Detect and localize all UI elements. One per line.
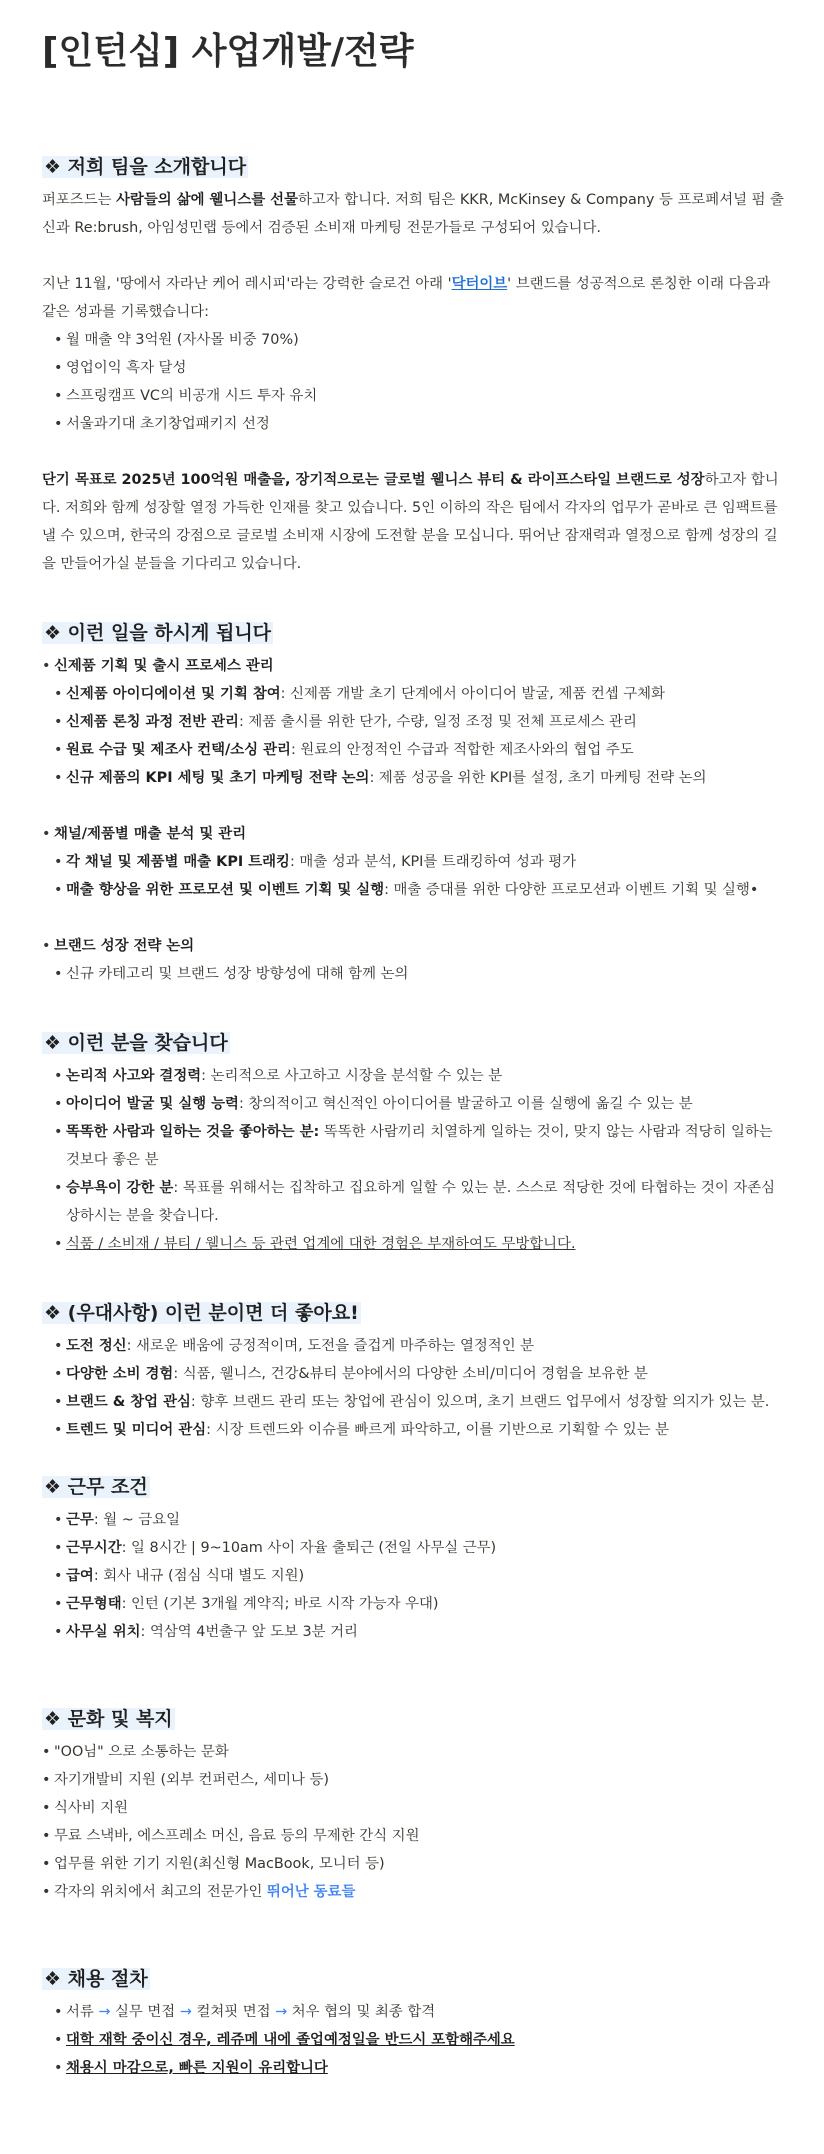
list-item: • 자기개발비 지원 (외부 컨퍼런스, 세미나 등) (42, 1766, 784, 1794)
list-item: • 원료 수급 및 제조사 컨택/소싱 관리: 원료의 안정적인 수급과 적합한 제조사와의 협업 주도 (42, 736, 784, 764)
list-item: • 월 매출 약 3억원 (자사몰 비중 70%) (42, 326, 784, 354)
intro-paragraph-3: 단기 목표로 2025년 100억원 매출을, 장기적으로는 글로벌 웰니스 뷰티 & 라이프스타일 브랜드로 성장하고자 합니다. 저희와 함께 성장할 열정 가득한 인재를 찾고 있습니다. 5인 이하의 작은 팀에서 각자의 업무가 곧바로 큰 임팩트를 낼 수 있으며, 한국의 강점으로 글로벌 소비재 시장에 도전할 분을 모십니다. 뛰어난 잠재력과 열정으로 함께 성장의 길을 만들어가실 분들을 기다리고 있습니다. (42, 472, 779, 572)
list-item: • 사무실 위치: 역삼역 4번출구 앞 도보 3분 거리 (42, 1618, 784, 1646)
list-item: • 각자의 위치에서 최고의 전문가인 뛰어난 동료들 (42, 1878, 784, 1906)
list-item: • 논리적 사고와 결정력: 논리적으로 사고하고 시장을 분석할 수 있는 분 (42, 1062, 784, 1090)
arrow-right-icon: → (179, 2004, 192, 2020)
intro-paragraph-2: 지난 11월, '땅에서 자라난 케어 레시피'라는 강력한 슬로건 아래 '닥터이브' 브랜드를 성공적으로 론칭한 이래 다음과 같은 성과를 기록했습니다: (42, 276, 771, 320)
duty-group-title: • 신제품 기획 및 출시 프로세스 관리 (42, 652, 784, 680)
list-item: • 승부욕이 강한 분: 목표를 위해서는 집착하고 집요하게 일할 수 있는 분. 스스로 적당한 것에 타협하는 것이 자존심 상하시는 분을 찾습니다. (42, 1174, 784, 1230)
duty-group-title: • 브랜드 성장 전략 논의 (42, 932, 784, 960)
list-item: • 근무: 월 ~ 금요일 (42, 1506, 784, 1534)
list-item: • 대학 재학 중이신 경우, 레쥬메 내에 졸업예정일을 반드시 포함해주세요 (42, 2026, 784, 2054)
list-item: • 영업이익 흑자 달성 (42, 354, 784, 382)
list-item: • 신규 카테고리 및 브랜드 성장 방향성에 대해 함께 논의 (42, 960, 784, 988)
duty-group-2 (42, 820, 784, 904)
section-heading-preferred: ❖ (우대사항) 이런 분이면 더 좋아요! (44, 1302, 359, 1324)
intro-paragraph-1: 퍼포즈드는 사람들의 삶에 웰니스를 선물하고자 합니다. 저희 팀은 KKR, McKinsey & Company 등 프로페셔널 펌 출신과 Re:brush, 아임성민랩 등에서 검증된 소비재 마케팅 전문가들로 구성되어 있습니다. (42, 192, 784, 236)
preferred-list (42, 1332, 784, 1444)
list-item: • 신제품 아이디에이션 및 기획 참여: 신제품 개발 초기 단계에서 아이디어 발굴, 제품 컨셉 구체화 (42, 680, 784, 708)
section-heading-conditions: ❖ 근무 조건 (44, 1476, 148, 1498)
list-item: • 근무형태: 인턴 (기본 3개월 계약직; 바로 시작 가능자 우대) (42, 1590, 784, 1618)
step: 컬쳐핏 면접 (196, 2004, 271, 2020)
list-item: • 급여: 회사 내규 (점심 식대 별도 지원) (42, 1562, 784, 1590)
list-item: • 트렌드 및 미디어 관심: 시장 트렌드와 이슈를 빠르게 파악하고, 이를 기반으로 기획할 수 있는 분 (42, 1416, 784, 1444)
section-heading-process: ❖ 채용 절차 (44, 1968, 148, 1990)
arrow-right-icon: → (275, 2004, 288, 2020)
section-heading-duties: ❖ 이런 일을 하시게 됩니다 (44, 622, 272, 644)
list-item: • 각 채널 및 제품별 매출 KPI 트래킹: 매출 성과 분석, KPI를 트래킹하여 성과 평가 (42, 848, 784, 876)
list-item: • 근무시간: 일 8시간 | 9~10am 사이 자율 출퇴근 (전일 사무실 근무) (42, 1534, 784, 1562)
list-item: • 매출 향상을 위한 프로모션 및 이벤트 기획 및 실행: 매출 증대를 위한 다양한 프로모션과 이벤트 기획 및 실행• (42, 876, 784, 904)
list-item: • "OO님" 으로 소통하는 문화 (42, 1738, 784, 1766)
conditions-list (42, 1506, 784, 1646)
list-item: • 도전 정신: 새로운 배움에 긍정적이며, 도전을 즐겁게 마주하는 열정적인 분 (42, 1332, 784, 1360)
list-item: • 브랜드 & 창업 관심: 향후 브랜드 관리 또는 창업에 관심이 있으며, 초기 브랜드 업무에서 성장할 의지가 있는 분. (42, 1388, 784, 1416)
list-item: • 신규 제품의 KPI 세팅 및 초기 마케팅 전략 논의: 제품 성공을 위한 KPI를 설정, 초기 마케팅 전략 논의 (42, 764, 784, 792)
list-item: • 서울과기대 초기창업패키지 선정 (42, 410, 784, 438)
culture-list (42, 1738, 784, 1906)
list-item: • 무료 스낵바, 에스프레소 머신, 음료 등의 무제한 간식 지원 (42, 1822, 784, 1850)
list-item: • 채용시 마감으로, 빠른 지원이 유리합니다 (42, 2054, 784, 2082)
page-title: [인턴십] 사업개발/전략 (42, 31, 414, 72)
list-item: • 똑똑한 사람과 일하는 것을 좋아하는 분: 똑똑한 사람끼리 치열하게 일하는 것이, 맞지 않는 사람과 적당히 일하는 것보다 좋은 분 (42, 1118, 784, 1174)
arrow-right-icon: → (98, 2004, 111, 2020)
section-heading-intro: ❖ 저희 팀을 소개합니다 (44, 156, 247, 178)
section-heading-culture: ❖ 문화 및 복지 (44, 1708, 173, 1730)
step: 서류 (66, 2004, 94, 2020)
list-item: • 신제품 론칭 과정 전반 관리: 제품 출시를 위한 단가, 수량, 일정 조정 및 전체 프로세스 관리 (42, 708, 784, 736)
list-item: • 업무를 위한 기기 지원(최신형 MacBook, 모니터 등) (42, 1850, 784, 1878)
duty-group-1 (42, 652, 784, 792)
list-item: • 식사비 지원 (42, 1794, 784, 1822)
duty-group-3 (42, 932, 784, 988)
list-item: • 식품 / 소비재 / 뷰티 / 웰니스 등 관련 업계에 대한 경험은 부재하여도 무방합니다. (42, 1230, 784, 1258)
achievement-list (42, 326, 784, 438)
list-item: • 다양한 소비 경험: 식품, 웰니스, 건강&뷰티 분야에서의 다양한 소비/미디어 경험을 보유한 분 (42, 1360, 784, 1388)
list-item: • 스프링캠프 VC의 비공개 시드 투자 유치 (42, 382, 784, 410)
list-item: • 아이디어 발굴 및 실행 능력: 창의적이고 혁신적인 아이디어를 발굴하고 이를 실행에 옮길 수 있는 분 (42, 1090, 784, 1118)
step: 처우 협의 및 최종 합격 (291, 2004, 436, 2020)
step: 실무 면접 (115, 2004, 176, 2020)
section-heading-seeking: ❖ 이런 분을 찾습니다 (44, 1032, 228, 1054)
process-steps (42, 1998, 784, 2026)
brand-link[interactable]: 닥터이브 (451, 276, 508, 292)
seeking-list (42, 1062, 784, 1258)
process-list (42, 1998, 784, 2082)
colleagues-link[interactable]: 뛰어난 동료들 (266, 1884, 356, 1900)
duty-group-title: • 채널/제품별 매출 분석 및 관리 (42, 820, 784, 848)
